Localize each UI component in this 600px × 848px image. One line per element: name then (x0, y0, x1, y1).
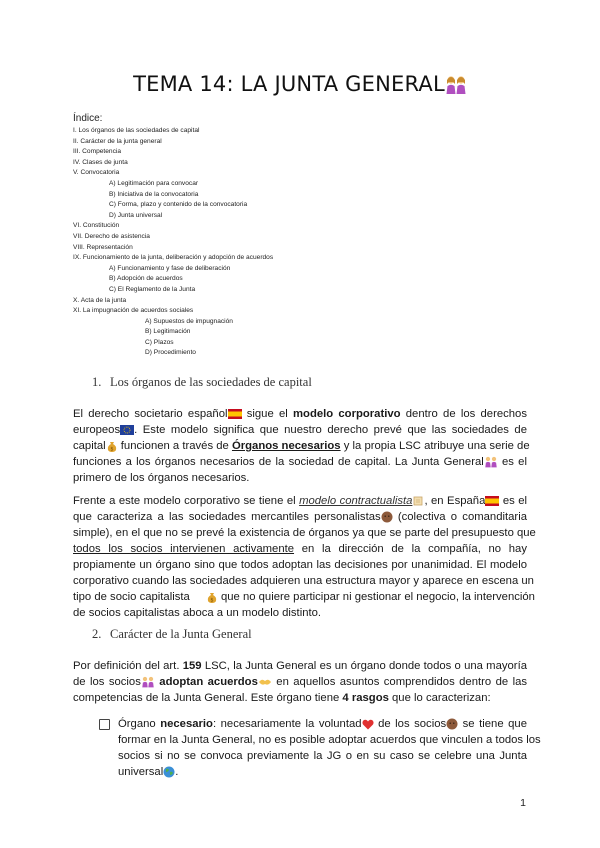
page-number: 1 (520, 797, 526, 809)
text-line: todos los socios intervienen activamente en la dirección de la compañía, no hay (73, 543, 527, 555)
women-holding-hands-emoji-icon (484, 456, 498, 468)
eu-flag-icon (120, 425, 134, 435)
scroll-icon (412, 495, 424, 507)
paragraph-contractualist-model (73, 493, 536, 621)
person-face-icon (381, 511, 393, 523)
women-holding-hands-emoji-icon (141, 676, 155, 688)
paragraph-corporative-model (73, 406, 530, 486)
section-title: Carácter de la Junta General (110, 627, 252, 641)
title-text: TEMA 14: LA JUNTA GENERAL (133, 72, 445, 96)
toc-subitem: B) Adopción de acuerdos (109, 275, 183, 283)
paragraph-definition (73, 658, 527, 706)
toc-item: XI. La impugnación de acuerdos sociales (73, 307, 194, 315)
spain-flag-icon (485, 496, 499, 506)
text-line: Por definición del art. 159 LSC, la Junta General es un órgano donde todos o una mayoría (73, 660, 527, 672)
text-line: universal . (118, 766, 179, 778)
text-line: corporativo cuando las sociedades adquieren una estructura mayor y aparece en escena un (73, 575, 534, 587)
text-line: que caracteriza a las sociedades mercantiles personalistas (colectiva o comanditaria (73, 511, 527, 523)
toc-item: VIII. Representación (73, 243, 133, 251)
toc-item: VII. Derecho de asistencia (73, 232, 150, 240)
section-title: Los órganos de las sociedades de capital (110, 375, 312, 389)
text-line: competencias de la Junta General. Este órgano tiene 4 rasgos que lo caracterizan: (73, 692, 491, 704)
toc-item: X. Acta de la junta (73, 296, 127, 304)
page-title (0, 72, 600, 96)
red-heart-icon (362, 719, 374, 730)
women-holding-hands-emoji-icon (445, 75, 467, 95)
section-number: 2. (92, 627, 102, 641)
toc-subitem: A) Supuestos de impugnación (145, 317, 233, 325)
text-line: Órgano necesario: necesariamente la voluntad de los socios se tiene que (118, 718, 527, 730)
toc-item: V. Convocatoria (73, 169, 120, 177)
toc-item: VI. Constitución (73, 222, 120, 230)
toc-item: III. Competencia (73, 148, 122, 156)
toc-item: II. Carácter de la junta general (73, 137, 162, 145)
section-number: 1. (92, 375, 102, 389)
contractualist-model-link[interactable]: modelo contractualista (299, 495, 413, 507)
text-line: de socios capitalistas aboca a un modelo distinto. (73, 607, 322, 619)
toc-item: IV. Clases de junta (73, 158, 128, 166)
toc-subitem: D) Junta universal (109, 211, 163, 219)
handshake-icon (258, 677, 272, 687)
feature-list-item (118, 716, 541, 780)
svg-text:$: $ (210, 597, 214, 604)
money-bag-icon (106, 440, 118, 452)
text-line: El derecho societario español sigue el modelo corporativo dentro de los derechos (73, 408, 527, 420)
toc-item: IX. Funcionamiento de la junta, deliberación y adopción de acuerdos (73, 254, 274, 262)
text-line: socios si no se convoca previamente la JG o en su caso se celebre una Junta (118, 750, 527, 762)
text-line: funciones a los órganos necesarios de la sociedad de capital. La Junta General es el (73, 456, 527, 468)
text-line: simple), en el que no se prevé la existencia de órganos ya que se parte del presupuesto que (73, 527, 536, 539)
money-bag-icon (206, 591, 218, 603)
toc-subitem: B) Legitimación (145, 328, 191, 336)
section-heading-1 (92, 375, 312, 390)
text-line: primero de los órganos necesarios. (73, 472, 250, 484)
toc-subitem: D) Procedimiento (145, 349, 196, 357)
toc-subitem: A) Funcionamiento y fase de deliberación (109, 264, 231, 272)
toc-heading: Índice: (73, 113, 103, 124)
toc-subitem: A) Legitimación para convocar (109, 179, 199, 187)
text-line: Frente a este modelo corporativo se tiene el modelo contractualista , en España es el (73, 495, 528, 507)
svg-text:$: $ (110, 446, 114, 453)
person-face-icon (446, 718, 458, 730)
toc-subitem: B) Iniciativa de la convocatoria (109, 190, 199, 198)
text-line: tipo de socio capitalista $ que no quiere participar ni gestionar el negocio, la intervención (73, 591, 535, 604)
text-line: europeos . Este modelo significa que nuestro derecho prevé que las sociedades de (73, 424, 527, 436)
toc-subitem: C) Plazos (145, 338, 174, 346)
toc-subitem: C) Forma, plazo y contenido de la convocatoria (109, 201, 248, 209)
spain-flag-icon (228, 409, 242, 419)
text-line: capital $ funcionen a través de Órganos necesarios y la propia LSC atribuye una serie de (73, 440, 530, 453)
toc-item: I. Los órganos de las sociedades de capital (73, 127, 200, 134)
globe-icon (163, 766, 175, 778)
checkbox[interactable] (99, 719, 110, 730)
toc-subitem: C) El Reglamento de la Junta (109, 285, 196, 293)
text-line: propiamente un órgano sino que todos adoptan las decisiones por unanimidad. El modelo (73, 559, 527, 571)
table-of-contents (73, 113, 273, 359)
section-heading-2 (92, 627, 252, 642)
text-line: de los socios adoptan acuerdos en aquellos asuntos comprendidos dentro de las (73, 676, 528, 688)
text-line: formar en la Junta General, no es posible adoptar acuerdos que vinculen a todos los (118, 734, 541, 746)
